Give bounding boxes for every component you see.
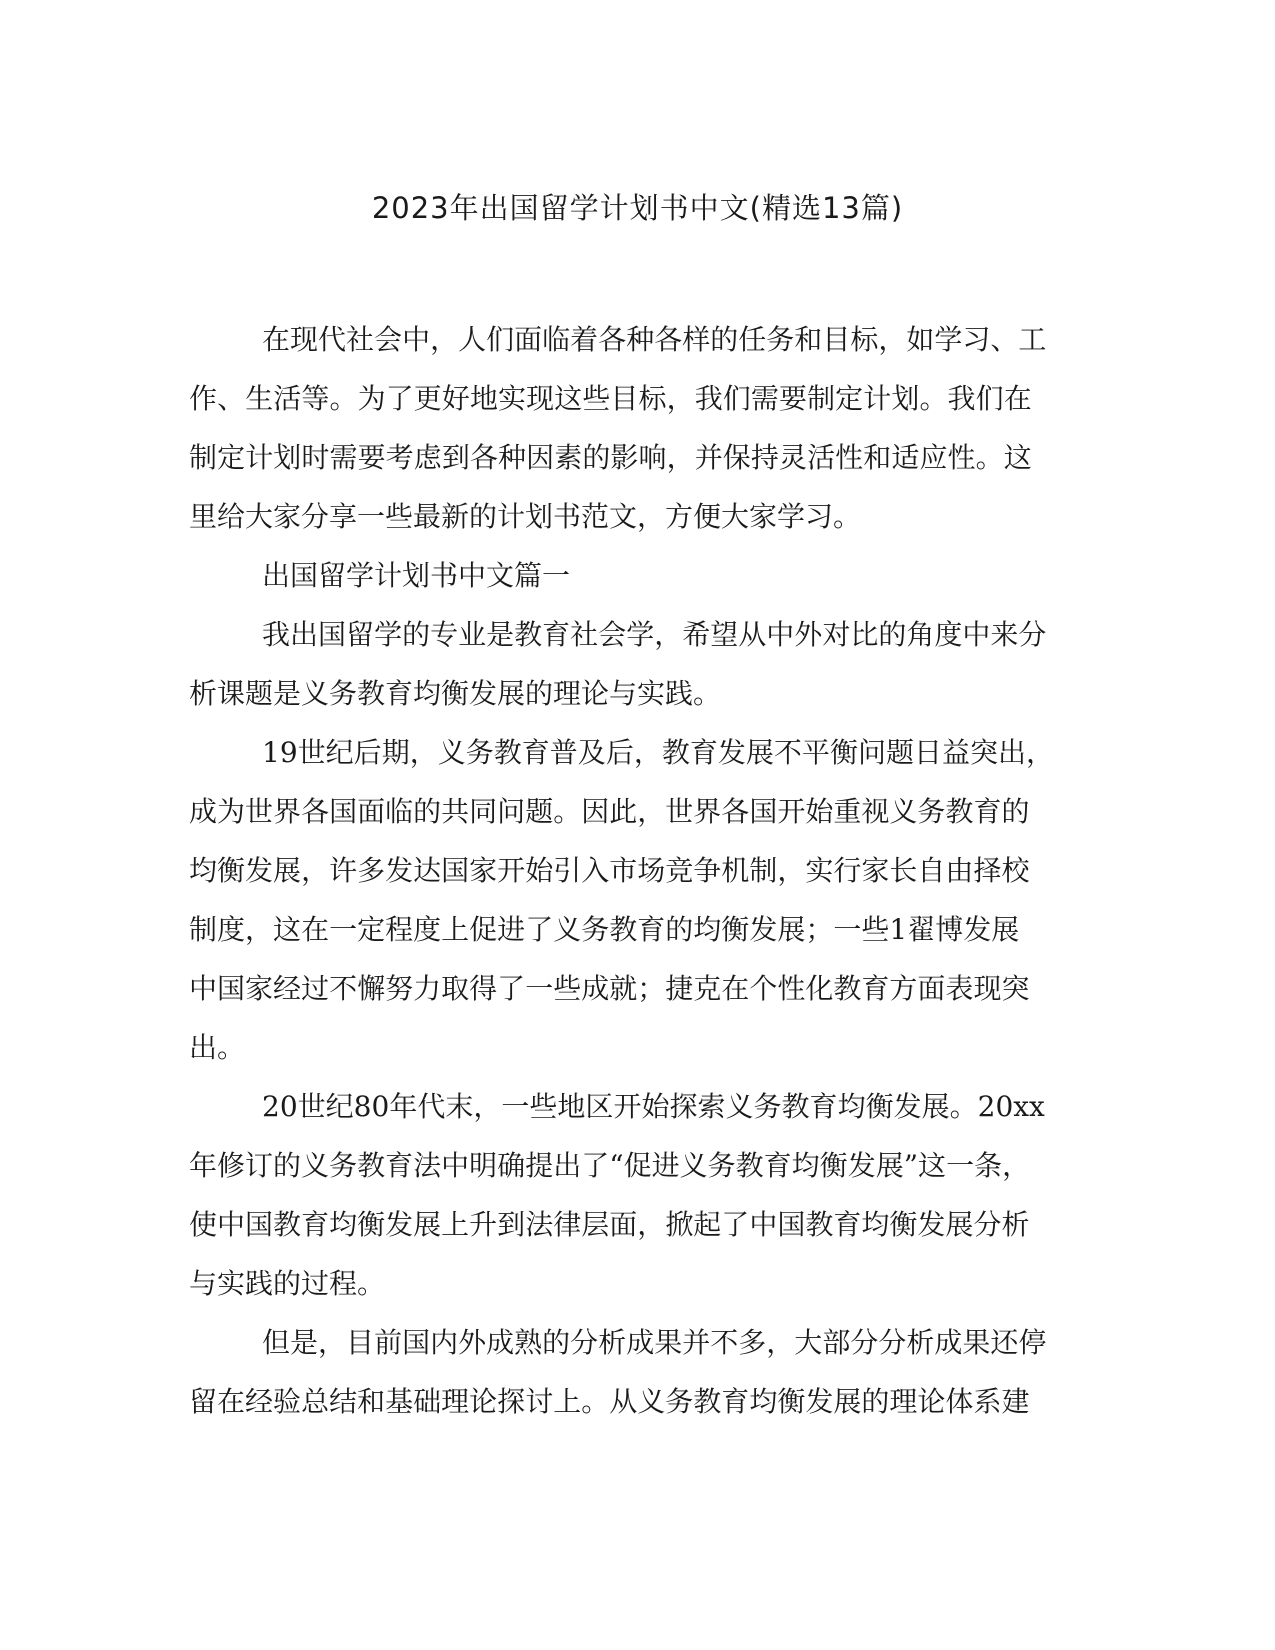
body-line-intro-1: 在 现 代 社 会 中 ， 人 们 面 临 着 各 种 各 样 的 任 务 和 目 标 ， 如 学 习 、 工 <box>262 323 1047 356</box>
body-line-intro-2: 作 、 生 活 等 。 为 了 更 好 地 实 现 这 些 目 标 ， 我 们 需 要 制 定 计 划 。 我 们 在 <box>189 382 1032 415</box>
body-line-19c-5: 中 国 家 经 过 不 懈 努 力 取 得 了 一 些 成 就 ； 捷 克 在 个 性 化 教 育 方 面 表 现 突 <box>189 972 1030 1005</box>
body-line-19c-4: 制 度 ， 这 在 一 定 程 度 上 促 进 了 义 务 教 育 的 均 衡 发 展 ； 一 些 1 翟 博 发 展 <box>189 913 1020 946</box>
body-line-20c-2: 年 修 订 的 义 务 教 育 法 中 明 确 提 出 了 “ 促 进 义 务 教 育 均 衡 发 展 ” 这 一 条 ， <box>189 1149 1031 1182</box>
body-line-major-1: 我 出 国 留 学 的 专 业 是 教 育 社 会 学 ， 希 望 从 中 外 对 比 的 角 度 中 来 分 <box>262 618 1047 651</box>
body-line-but-2: 留 在 经 验 总 结 和 基 础 理 论 探 讨 上 。 从 义 务 教 育 均 衡 发 展 的 理 论 体 系 建 <box>189 1385 1030 1418</box>
body-line-intro-3: 制 定 计 划 时 需 要 考 虑 到 各 种 因 素 的 影 响 ， 并 保 持 灵 活 性 和 适 应 性 。 这 <box>189 441 1032 474</box>
body-line-19c-1: 19 世 纪 后 期 ， 义 务 教 育 普 及 后 ， 教 育 发 展 不 平 衡 问 题 日 益 突 出 ， <box>262 736 1055 769</box>
body-line-major-2: 析课题是义务教育均衡发展的理论与实践。 <box>189 677 722 710</box>
body-line-19c-3: 均 衡 发 展 ， 许 多 发 达 国 家 开 始 引 入 市 场 竞 争 机 制 ， 实 行 家 长 自 由 择 校 <box>189 854 1030 887</box>
body-line-19c-6: 出。 <box>189 1031 246 1064</box>
body-line-20c-1: 20 世 纪 80 年 代 末 ， 一 些 地 区 开 始 探 索 义 务 教 育 均 衡 发 展 。 20xx <box>262 1090 1045 1123</box>
body-line-20c-4: 与实践的过程。 <box>189 1267 386 1300</box>
body-line-19c-2: 成 为 世 界 各 国 面 临 的 共 同 问 题 。 因 此 ， 世 界 各 国 开 始 重 视 义 务 教 育 的 <box>189 795 1030 828</box>
section-heading: 出国留学计划书中文篇一 <box>262 559 571 592</box>
document-title: 2023年出国留学计划书中文(精选13篇) <box>371 191 904 225</box>
body-line-but-1: 但 是 ， 目 前 国 内 外 成 熟 的 分 析 成 果 并 不 多 ， 大 部 分 分 析 成 果 还 停 <box>262 1326 1047 1359</box>
body-line-intro-4: 里给大家分享一些最新的计划书范文，方便大家学习。 <box>189 500 862 533</box>
body-line-20c-3: 使 中 国 教 育 均 衡 发 展 上 升 到 法 律 层 面 ， 掀 起 了 中 国 教 育 均 衡 发 展 分 析 <box>189 1208 1030 1241</box>
